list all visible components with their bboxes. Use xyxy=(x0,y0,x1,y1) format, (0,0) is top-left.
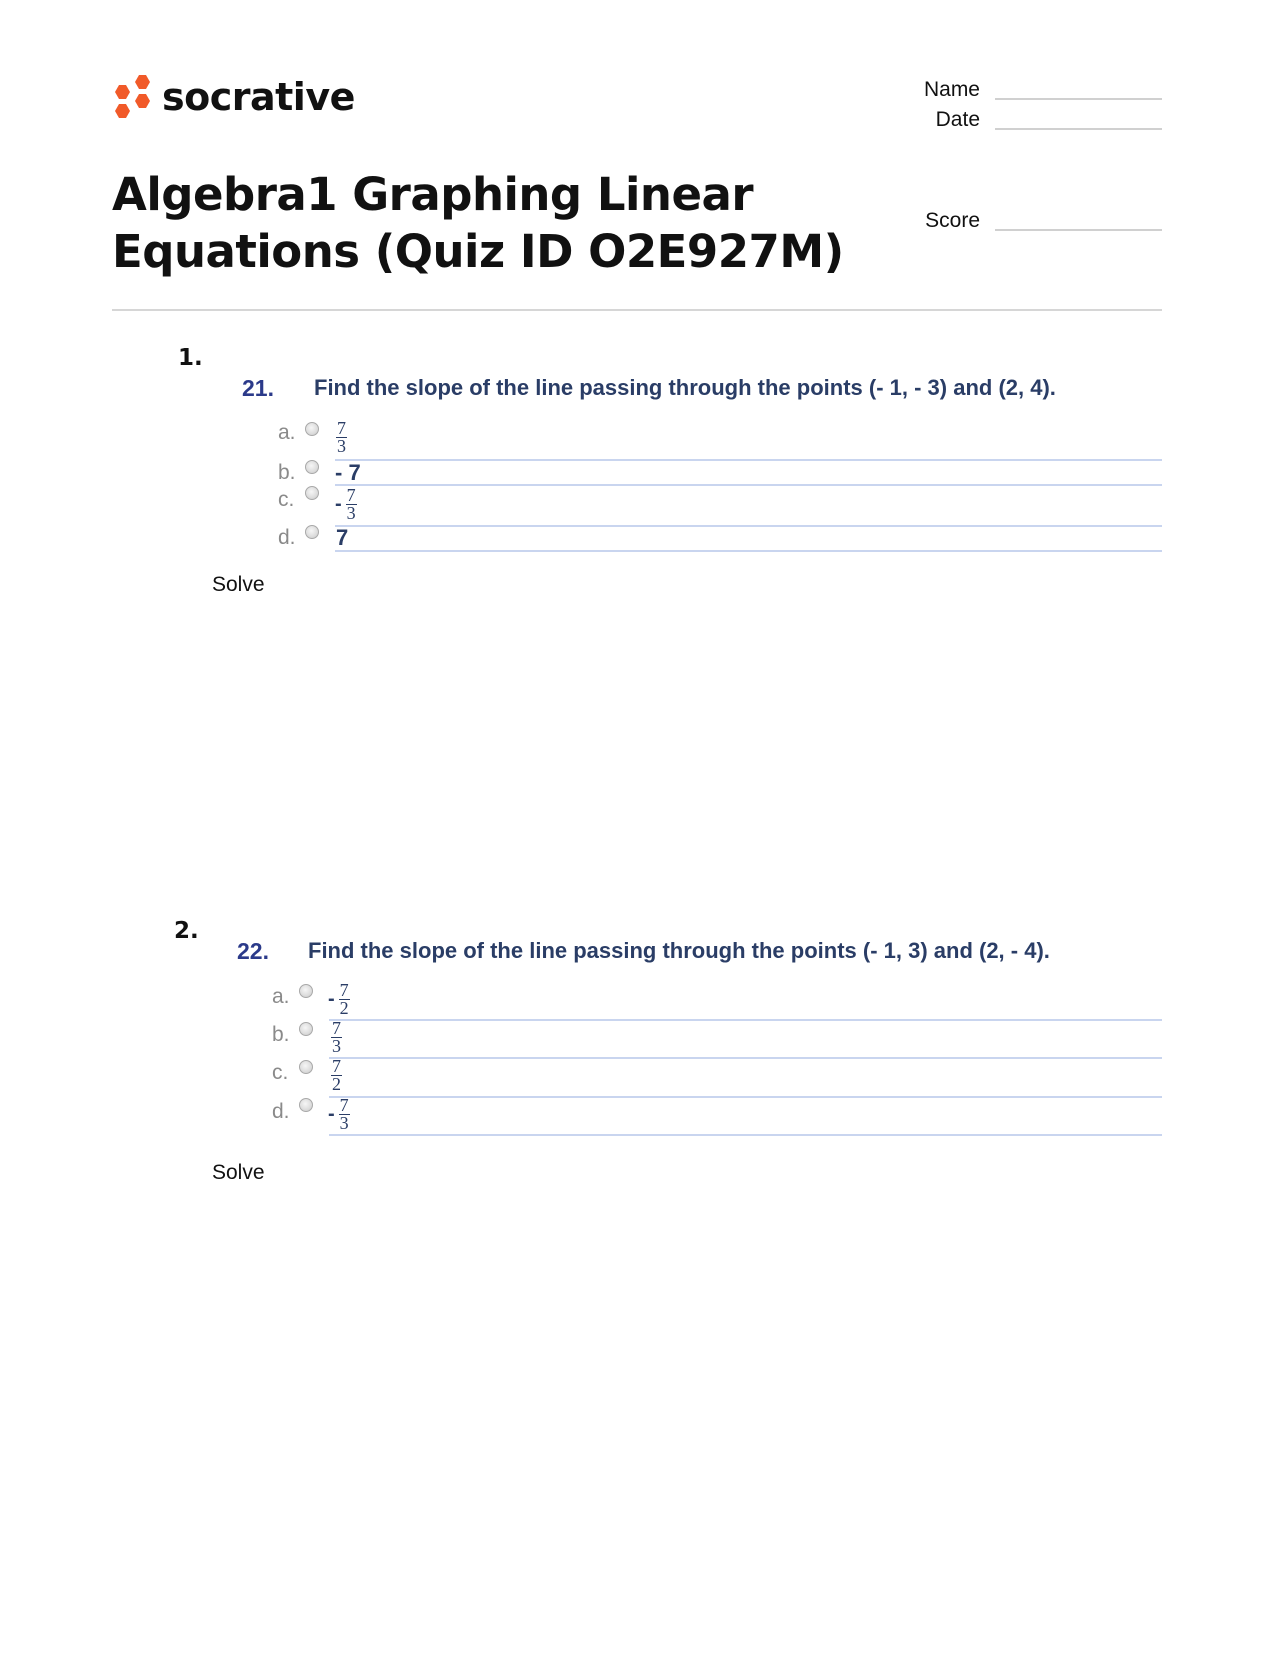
option-value-c: - $\frac{7}{3}$ xyxy=(335,485,356,523)
option-divider xyxy=(329,1019,1162,1021)
option-divider xyxy=(329,1057,1162,1059)
hexagon-cluster-icon xyxy=(112,72,152,122)
question-number: 2. xyxy=(174,918,199,944)
option-value-b: - 7 xyxy=(335,460,361,485)
fraction: $\frac{7}{3}$ xyxy=(337,418,346,456)
option-letter: d. xyxy=(272,1100,290,1123)
date-label: Date xyxy=(935,108,980,131)
page-title xyxy=(112,166,872,280)
name-label: Name xyxy=(923,78,980,101)
score-field[interactable] xyxy=(995,229,1162,231)
brand-name: socrative xyxy=(162,75,355,119)
fraction: $\frac{7}{2}$ xyxy=(332,1056,341,1094)
option-value-a xyxy=(336,420,347,455)
fraction: $\frac{7}{3}$ xyxy=(339,1095,349,1133)
option-radio-b[interactable] xyxy=(299,1022,313,1036)
question-source-id: 21. xyxy=(242,375,274,401)
option-divider xyxy=(335,459,1162,461)
option-radio-a[interactable] xyxy=(305,422,319,436)
option-letter: b. xyxy=(272,1023,290,1046)
option-divider xyxy=(335,484,1162,486)
question-text: Find the slope of the line passing through the points (- 1, 3) and (2, - 4). xyxy=(308,938,1050,963)
option-letter: c. xyxy=(278,488,295,511)
option-letter: a. xyxy=(278,421,296,444)
option-radio-d[interactable] xyxy=(305,525,319,539)
date-field[interactable] xyxy=(995,128,1162,130)
option-divider xyxy=(329,1096,1162,1098)
score-label: Score xyxy=(925,209,980,232)
question-number: 1. xyxy=(178,345,203,371)
name-field[interactable] xyxy=(995,98,1162,100)
option-letter: b. xyxy=(278,461,296,484)
option-value-a: - $\frac{7}{2}$ xyxy=(328,980,349,1018)
option-letter: a. xyxy=(272,985,290,1008)
option-divider xyxy=(335,525,1162,527)
fraction: $\frac{7}{3}$ xyxy=(346,485,356,523)
option-letter: c. xyxy=(272,1061,289,1084)
question-text: Find the slope of the line passing through the points (- 1, - 3) and (2, 4). xyxy=(314,375,1056,400)
option-value-d: - $\frac{7}{3}$ xyxy=(328,1095,349,1133)
option-divider xyxy=(335,550,1162,552)
solve-label: Solve xyxy=(212,573,265,596)
option-value-d: 7 xyxy=(336,525,349,550)
title-line-2: Equations (Quiz ID O2E927M) xyxy=(112,225,844,278)
option-radio-d[interactable] xyxy=(299,1098,313,1112)
header-divider xyxy=(112,309,1162,311)
fraction: $\frac{7}{2}$ xyxy=(339,980,349,1018)
option-radio-b[interactable] xyxy=(305,460,319,474)
question-source-id: 22. xyxy=(237,938,269,964)
option-radio-c[interactable] xyxy=(305,486,319,500)
option-value-b xyxy=(331,1020,342,1055)
solve-label: Solve xyxy=(212,1161,265,1184)
option-divider xyxy=(329,1134,1162,1136)
title-line-1: Algebra1 Graphing Linear xyxy=(112,168,754,221)
fraction: $\frac{7}{3}$ xyxy=(332,1018,341,1056)
socrative-logo xyxy=(112,72,355,122)
option-value-c xyxy=(331,1058,342,1093)
option-radio-c[interactable] xyxy=(299,1060,313,1074)
option-radio-a[interactable] xyxy=(299,984,313,998)
option-letter: d. xyxy=(278,526,296,549)
